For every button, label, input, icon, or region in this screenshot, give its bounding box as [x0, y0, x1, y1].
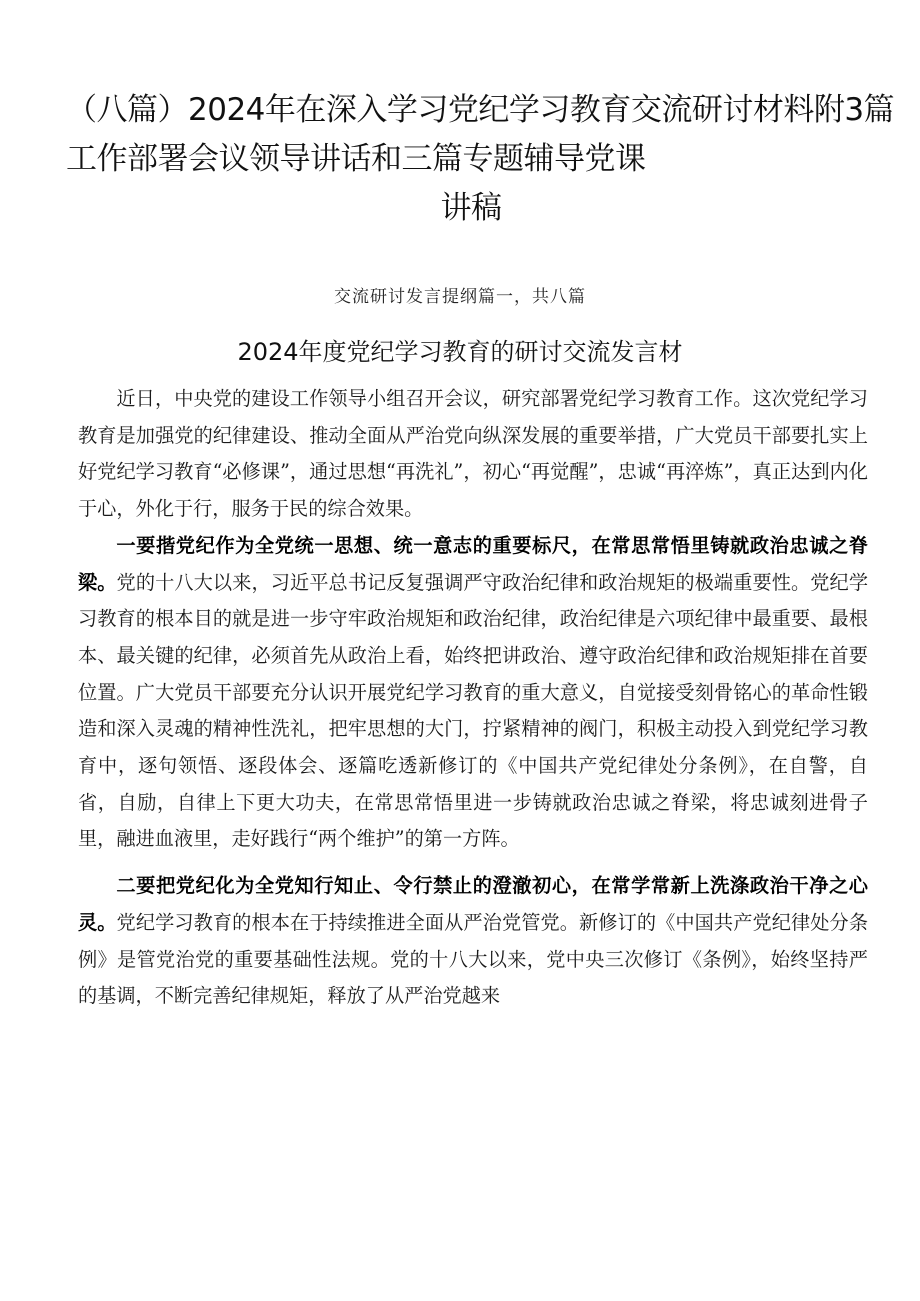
document-body: [78, 381, 868, 1015]
paragraph-point-1: [78, 528, 868, 858]
paragraph-lead: 一要揩党纪作为全党统一思想、统一意志的重要标尺，在常思常悟里铸就政治忠诚之脊梁。: [78, 533, 868, 594]
section-heading: 2024年度党纪学习教育的研讨交流发言材: [237, 338, 683, 366]
paragraph-text: 党纪学习教育的根本在于持续推进全面从严治党管党。新修订的《中国共产党纪律处分条例》是管党治党的重要基础性法规。党的十八大以来，党中央三次修订《条例》，始终坚持严的基调，不断完善纪律规矩，释放了从严治党越来: [78, 910, 869, 1008]
title-line-3: 讲稿: [440, 190, 502, 226]
title-line-2: 工作部署会议领导讲话和三篇专题辅导党课: [66, 141, 646, 177]
paragraph-text: 党的十八大以来，习近平总书记反复强调严守政治纪律和政治规矩的极端重要性。党纪学习教育的根本目的就是进一步守牢政治规矩和政治纪律，政治纪律是六项纪律中最重要、最根本、最关键的纪律，必须首先从政治上看，始终把讲政治、遵守政治纪律和政治规矩排在首要位置。广大党员干部要充分认识开展党纪学习教育的重大意义，自觉接受刻骨铭心的革命性锻造和深入灵魂的精神性洗礼，把牢思想的大门，拧紧精神的阀门，积极主动投入到党纪学习教育中，逐句领悟、逐段体会、逐篇吃透新修订的《中国共产党纪律处分条例》，在自警，自省，自励，自律上下更大功夫，在常思常悟里进一步铸就政治忠诚之脊梁，将忠诚刻进骨子里，融进血液里，走好践行“两个维护”的第一方阵。: [78, 570, 869, 851]
paragraph-text: 近日，中央党的建设工作领导小组召开会议，研究部署党纪学习教育工作。这次党纪学习教育是加强党的纪律建设、推动全面从严治党向纵深发展的重要举措，广大党员干部要扎实上好党纪学习教育“必修课”，通过思想“再洗礼”，初心“再觉醒”，忠诚“再淬炼”，真正达到内化于心，外化于行，服务于民的综合效果。: [78, 387, 868, 521]
paragraph-intro: [78, 381, 868, 528]
paragraph-lead: 二要把党纪化为全党知行知止、令行禁止的澄澈初心，在常学常新上洗涤政治干净之心灵。: [78, 874, 868, 934]
document-title: [66, 86, 895, 233]
section-subtitle: 交流研讨发言提纲篇一，共八篇: [334, 287, 586, 307]
title-line-1: （八篇）2024年在深入学习党纪学习教育交流研讨材料附3篇: [66, 92, 895, 128]
paragraph-point-2: [78, 868, 868, 1015]
